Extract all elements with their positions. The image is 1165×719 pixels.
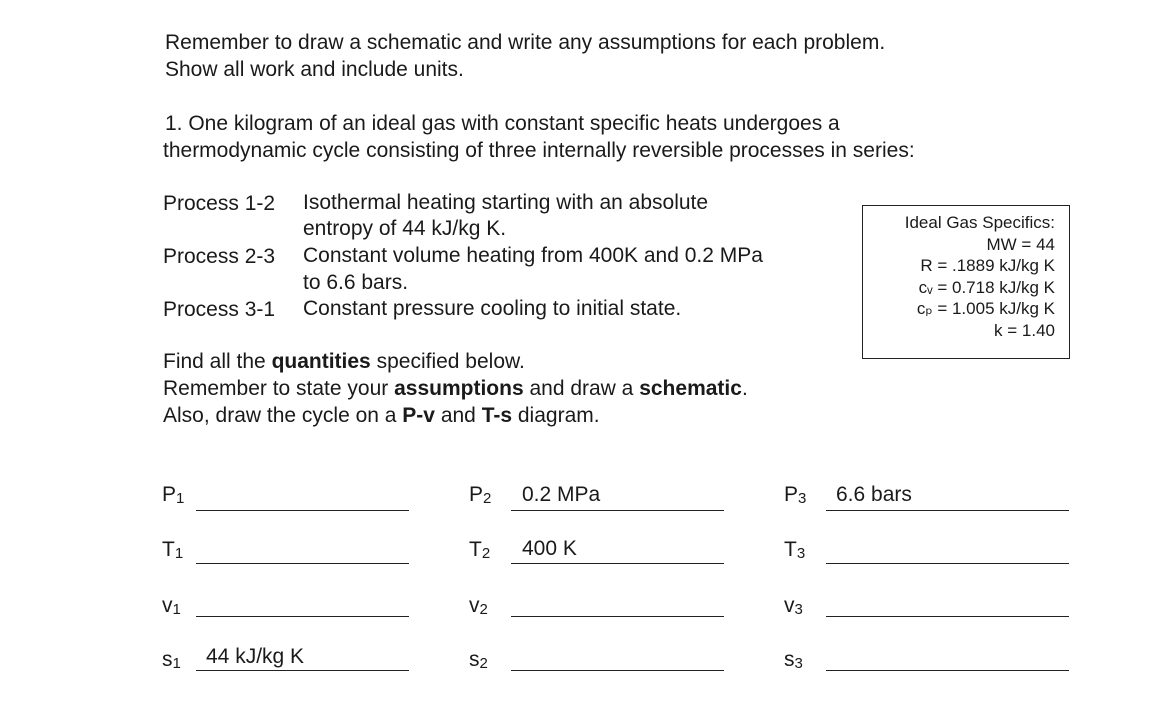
instructions-line-1: Find all the quantities specified below. (163, 350, 525, 373)
intro-line-1: Remember to draw a schematic and write any assumptions for each problem. (165, 31, 886, 54)
field-line-v3[interactable] (826, 615, 1069, 617)
field-label-p3: $P_3$ (784, 483, 807, 507)
field-value-t2: 400 K (522, 537, 577, 560)
process-3-1-text-1: Constant pressure cooling to initial state. (303, 297, 682, 320)
field-value-p2: 0.2 MPa (522, 483, 601, 506)
gas-box-title: Ideal Gas Specifics: (904, 213, 1055, 232)
problem-line-1: 1. One kilogram of an ideal gas with constant specific heats undergoes a (165, 112, 840, 135)
field-label-p1: $P_1$ (162, 483, 185, 507)
ideal-gas-specifics-box (862, 205, 1070, 359)
field-label-s1: $s_1$ (162, 648, 181, 672)
process-1-2-text-1: Isothermal heating starting with an absolute (303, 191, 709, 214)
field-label-p2: $P_2$ (469, 483, 492, 507)
field-label-t2: $T_2$ (469, 538, 491, 562)
field-label-t3: $T_3$ (784, 538, 806, 562)
field-line-s2[interactable] (511, 669, 724, 671)
process-1-2-label: Process 1-2 (163, 192, 276, 215)
field-line-p1[interactable] (196, 509, 409, 511)
gas-box-k: k = 1.40 (994, 320, 1055, 340)
field-label-v3: $v_3$ (784, 594, 803, 618)
field-label-t1: $T_1$ (162, 538, 184, 562)
field-value-s1: 44 kJ/kg K (206, 645, 305, 668)
field-value-p3: 6.6 bars (836, 483, 912, 506)
gas-box-cv: cᵥ = 0.718 kJ/kg K (918, 277, 1055, 297)
gas-box-mw: MW = 44 (986, 234, 1055, 254)
field-label-v2: $v_2$ (469, 594, 488, 618)
process-2-3-text-2: to 6.6 bars. (303, 271, 409, 294)
field-line-v2[interactable] (511, 615, 724, 617)
field-line-t3[interactable] (826, 562, 1069, 564)
process-1-2-text-2: entropy of 44 kJ/kg K. (303, 217, 507, 240)
field-line-t1[interactable] (196, 562, 409, 564)
process-3-1-label: Process 3-1 (163, 298, 276, 321)
field-label-s2: $s_2$ (469, 648, 488, 672)
field-line-p2[interactable] (511, 509, 724, 511)
gas-box-cp: cₚ = 1.005 kJ/kg K (916, 299, 1055, 318)
process-2-3-label: Process 2-3 (163, 245, 276, 268)
field-line-s1[interactable] (196, 669, 409, 671)
field-line-p3[interactable] (826, 509, 1069, 511)
field-line-s3[interactable] (826, 669, 1069, 671)
intro-line-2: Show all work and include units. (165, 58, 464, 81)
instructions-line-3: Also, draw the cycle on a P-v and T-s diagram. (163, 404, 600, 427)
process-2-3-text-1: Constant volume heating from 400K and 0.2 MPa (303, 244, 763, 267)
instructions-line-2: Remember to state your assumptions and draw a schematic. (163, 377, 748, 400)
field-line-v1[interactable] (196, 615, 409, 617)
field-line-t2[interactable] (511, 562, 724, 564)
field-label-s3: $s_3$ (784, 648, 803, 672)
problem-line-2: thermodynamic cycle consisting of three internally reversible processes in series: (163, 139, 915, 162)
gas-box-r: R = .1889 kJ/kg K (920, 256, 1055, 275)
field-label-v1: $v_1$ (162, 594, 181, 618)
